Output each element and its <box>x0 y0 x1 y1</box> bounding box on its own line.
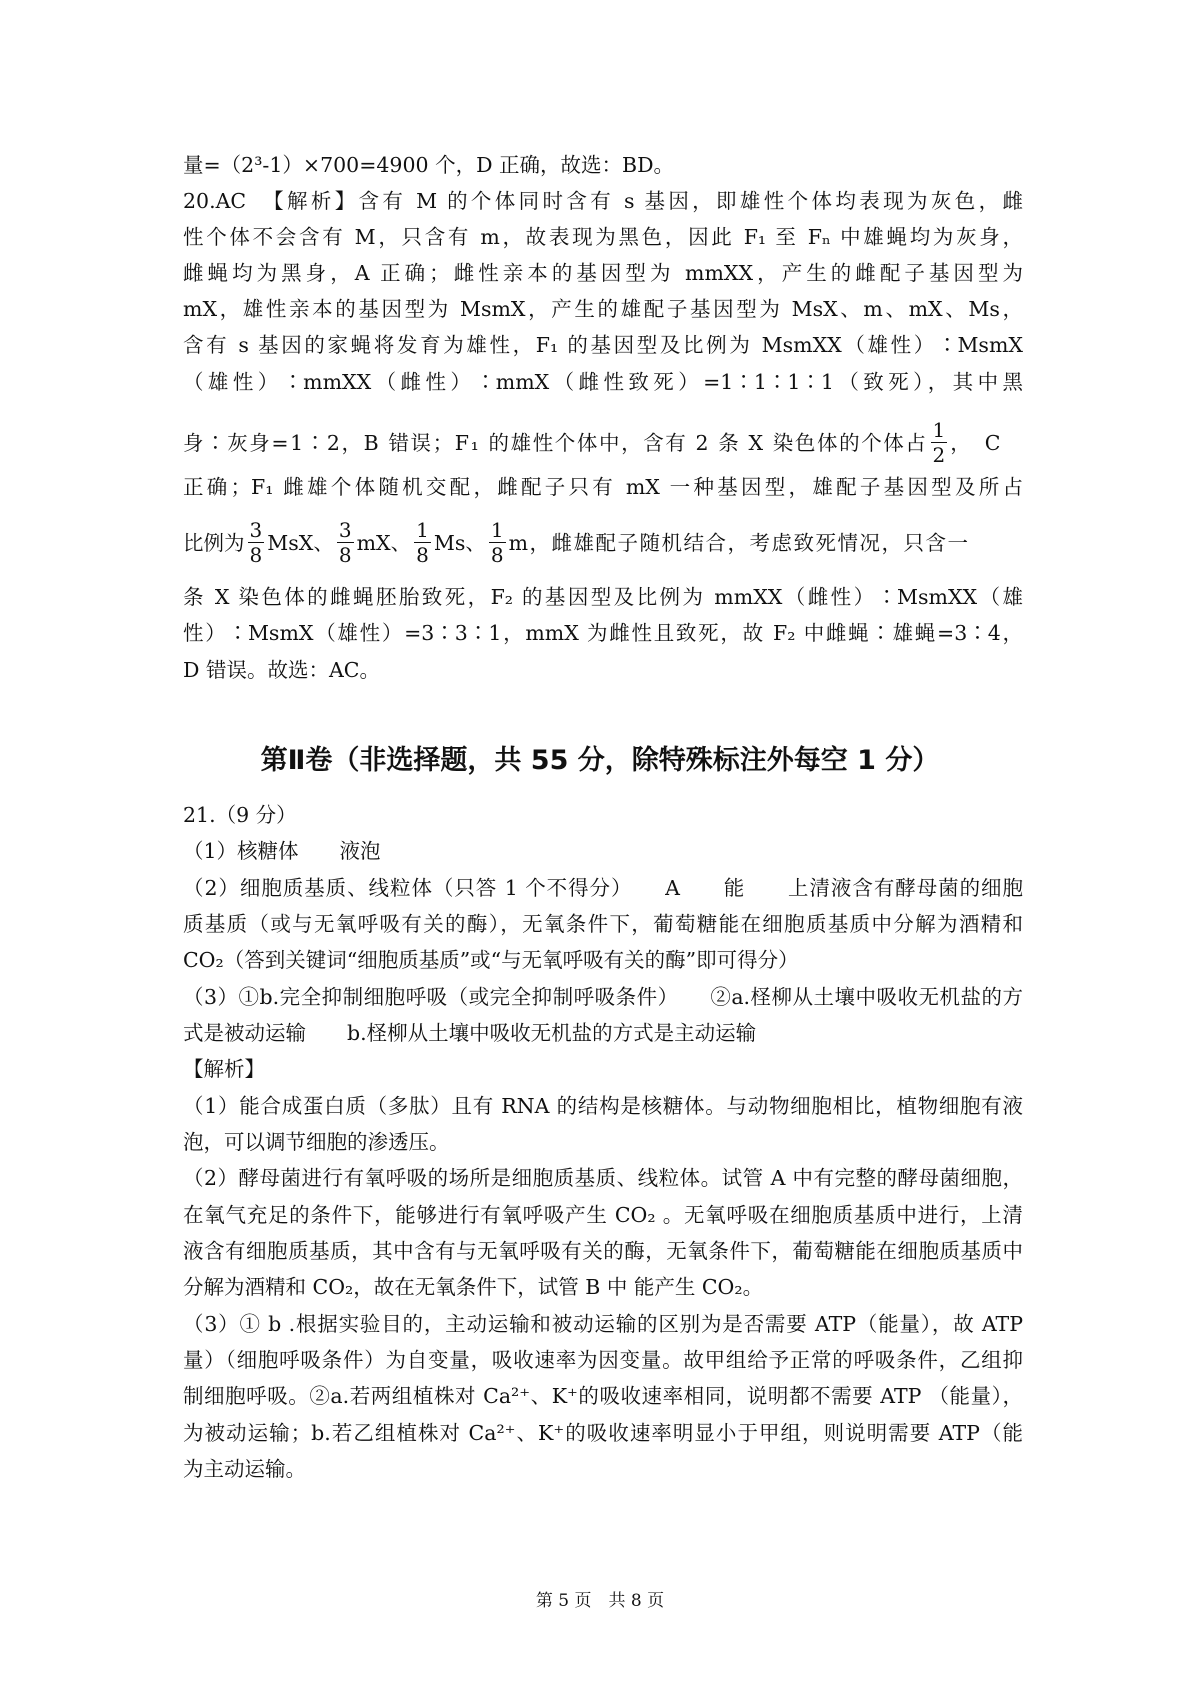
page-footer: 第 5 页 共 8 页 <box>535 1591 665 1611</box>
answer-20-line: （雄性）∶mmXX（雌性）∶mmX（雌性致死）=1∶1∶1∶1（致死），其中黑 <box>183 370 1023 394</box>
answer-20-line: 性个体不会含有 M，只含有 m，故表现为黑色，因此 F₁ 至 Fₙ 中雄蝇均为灰身， <box>183 225 1023 249</box>
analysis-line: （2）酵母菌进行有氧呼吸的场所是细胞质基质、线粒体。试管 A 中有完整的酵母菌细胞， <box>183 1166 1023 1190</box>
analysis-line: （1）能合成蛋白质（多肽）且有 RNA 的结构是核糖体。与动物细胞相比，植物细胞有液 <box>183 1094 1023 1118</box>
analysis-line: 分解为酒精和 CO₂，故在无氧条件下，试管 B 中 能产生 CO₂。 <box>183 1275 764 1299</box>
text-segment: MsX、 <box>267 530 334 555</box>
answer-20-line: D 错误。故选：AC。 <box>183 658 380 682</box>
analysis-line: 为被动运输；b.若乙组植株对 Ca²⁺、K⁺的吸收速率明显小于甲组，则说明需要 ATP（能 <box>183 1421 1023 1445</box>
analysis-heading: 【解析】 <box>183 1057 265 1081</box>
answer-21-part-2: 质基质（或与无氧呼吸有关的酶），无氧条件下，葡萄糖能在细胞质基质中分解为酒精和 <box>183 912 1023 936</box>
fraction-one-half <box>931 420 948 465</box>
answer-20-line-fraction <box>183 420 1023 465</box>
answer-20-line: 雌蝇均为黑身，A 正确；雌性亲本的基因型为 mmXX，产生的雌配子基因型为 <box>183 261 1023 285</box>
answer-21-part-1: （1）核糖体 液泡 <box>183 839 381 863</box>
fraction-three-eighths <box>337 520 354 565</box>
text-segment: m，雌雄配子随机结合，考虑致死情况，只含一 <box>508 530 970 555</box>
section-title: 第Ⅱ卷（非选择题，共 55 分，除特殊标注外每空 1 分） <box>260 745 940 776</box>
answer-20-line: 正确；F₁ 雌雄个体随机交配，雌配子只有 mX 一种基因型，雄配子基因型及所占 <box>183 475 1023 499</box>
answer-21-part-3: （3）①b.完全抑制细胞呼吸（或完全抑制呼吸条件） ②a.柽柳从土壤中吸收无机盐的方 <box>183 985 1023 1009</box>
answer-20-line: mX，雄性亲本的基因型为 MsmX，产生的雄配子基因型为 MsX、m、mX、Ms， <box>183 297 1023 321</box>
question-21-header: 21.（9 分） <box>183 803 297 827</box>
fraction-three-eighths <box>248 520 265 565</box>
analysis-line: 制细胞呼吸。②a.若两组植株对 Ca²⁺、K⁺的吸收速率相同，说明都不需要 ATP （能量）， <box>183 1384 1023 1408</box>
fraction-numerator: 1 <box>490 518 504 542</box>
answer-21-part-2: （2）细胞质基质、线粒体（只答 1 个不得分） A 能 上清液含有酵母菌的细胞 <box>183 876 1023 900</box>
analysis-line: 在氧气充足的条件下，能够进行有氧呼吸产生 CO₂ 。无氧呼吸在细胞质基质中进行，上清 <box>183 1203 1023 1227</box>
answer-20-line-ratios <box>183 520 1023 565</box>
analysis-line: （3）① b .根据实验目的，主动运输和被动运输的区别为是否需要 ATP（能量），故 ATP <box>183 1312 1023 1336</box>
analysis-line: 液含有细胞质基质，其中含有与无氧呼吸有关的酶，无氧条件下，葡萄糖能在细胞质基质中 <box>183 1239 1023 1263</box>
answer-20-line: 20.AC 【解析】含有 M 的个体同时含有 s 基因，即雄性个体均表现为灰色，雌 <box>183 189 1023 213</box>
text-segment: Ms、 <box>433 530 486 555</box>
answer-20-line: 条 X 染色体的雌蝇胚胎致死，F₂ 的基因型及比例为 mmXX（雌性）∶MsmXX（雄 <box>183 585 1023 609</box>
fraction-numerator: 3 <box>338 518 352 542</box>
answer-20-line: 含有 s 基因的家蝇将发育为雄性，F₁ 的基因型及比例为 MsmXX（雄性）∶MsmX <box>183 333 1023 357</box>
analysis-line: 为主动运输。 <box>183 1457 306 1481</box>
text-segment: ，C <box>950 430 1015 455</box>
answer-20-line: 性）∶MsmX（雄性）=3∶3∶1，mmX 为雌性且致死，故 F₂ 中雌蝇∶雄蝇=3∶4， <box>183 621 1023 645</box>
text-segment: 比例为 <box>183 530 245 555</box>
fraction-denominator: 8 <box>338 543 352 567</box>
fraction-denominator: 8 <box>490 543 504 567</box>
fraction-denominator: 2 <box>932 443 946 467</box>
fraction-numerator: 1 <box>416 518 429 542</box>
fraction-numerator: 3 <box>249 518 263 542</box>
fraction-denominator: 8 <box>249 543 263 567</box>
fraction-denominator: 8 <box>416 543 429 567</box>
text-segment: 身∶灰身=1∶2，B 错误；F₁ 的雄性个体中，含有 2 条 X 染色体的个体占 <box>183 430 928 455</box>
analysis-line: 量）（细胞呼吸条件）为自变量，吸收速率为因变量。故甲组给予正常的呼吸条件，乙组抑 <box>183 1348 1023 1372</box>
answer-21-part-2: CO₂（答到关键词“细胞质基质”或“与无氧呼吸有关的酶”即可得分） <box>183 948 799 972</box>
text-segment: mX、 <box>356 530 412 555</box>
answer-21-part-3: 式是被动运输 b.柽柳从土壤中吸收无机盐的方式是主动运输 <box>183 1021 757 1045</box>
fraction-numerator: 1 <box>932 418 946 442</box>
fraction-one-eighth <box>414 520 431 565</box>
fraction-one-eighth <box>489 520 506 565</box>
analysis-line: 泡，可以调节细胞的渗透压。 <box>183 1130 450 1154</box>
answer-19-tail: 量=（2³-1）×700=4900 个，D 正确，故选：BD。 <box>183 153 675 177</box>
